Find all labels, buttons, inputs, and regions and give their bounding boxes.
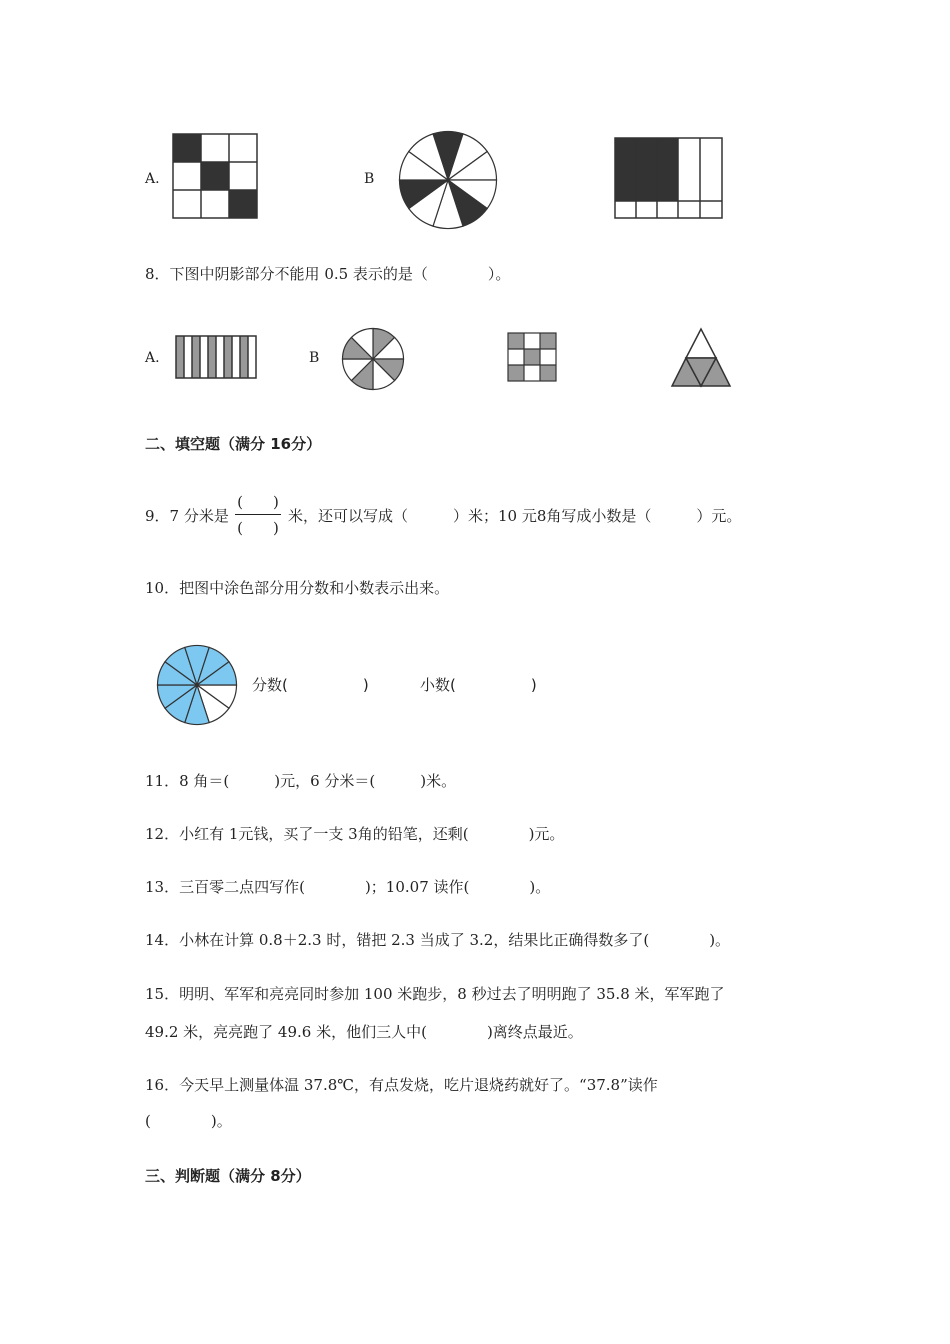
- q9-fraction-blank: [233, 491, 283, 537]
- q16-question-line-2: ( )。: [145, 1112, 232, 1130]
- q15-question-line-1: 15．明明、军军和亮亮同时参加 100 米跑步，8 秒过去了明明跑了 35.8 米，军军跑了: [145, 985, 725, 1003]
- q10-fraction-answer: 分数( ): [252, 676, 369, 694]
- q8-figure-a-stripes: [175, 335, 257, 379]
- q13-question-text: 13．三百零二点四写作( )；10.07 读作( )。: [145, 878, 551, 896]
- q9-fraction-denominator: ( ): [237, 519, 279, 537]
- q10-question-text: 10．把图中涂色部分用分数和小数表示出来。: [145, 579, 450, 597]
- q7-figure-b-circle: [398, 130, 498, 230]
- q9-fraction-numerator: ( ): [237, 493, 279, 511]
- q8-question-text: 8．下图中阴影部分不能用 0.5 表示的是（ ）。: [145, 265, 511, 283]
- q14-question-text: 14．小林在计算 0.8＋2.3 时，错把 2.3 当成了 3.2，结果比正确得数多了( )。: [145, 931, 731, 949]
- q12-question-text: 12．小红有 1元钱，买了一支 3角的铅笔，还剩( )元。: [145, 825, 565, 843]
- q7-figure-a-grid: [172, 133, 258, 219]
- q10-shaded-circle: [156, 644, 238, 726]
- q15-question-line-2: 49.2 米，亮亮跑了 49.6 米，他们三人中( )离终点最近。: [145, 1023, 583, 1041]
- q16-question-line-1: 16．今天早上测量体温 37.8℃，有点发烧，吃片退烧药就好了。“37.8”读作: [145, 1076, 658, 1094]
- q9-text-after: 米，还可以写成（ ）米；10 元8角写成小数是（ ）元。: [288, 507, 742, 525]
- q8-option-b-label: B: [309, 350, 320, 366]
- q8-figure-d-triangle: [671, 328, 731, 388]
- q11-question-text: 11．8 角＝( )元，6 分米＝( )米。: [145, 772, 457, 790]
- q8-figure-c-grid: [507, 332, 557, 382]
- q7-option-a-label: A.: [145, 171, 160, 187]
- q7-figure-c-bars: [614, 137, 724, 219]
- section-2-heading: 二、填空题（满分 16分）: [145, 435, 322, 453]
- q8-figure-b-circle: [341, 327, 405, 391]
- q9-text-before: 9．7 分米是: [145, 507, 229, 525]
- q8-option-a-label: A.: [145, 350, 160, 366]
- fraction-bar: [235, 514, 281, 515]
- section-3-heading: 三、判断题（满分 8分）: [145, 1167, 311, 1185]
- q10-decimal-answer: 小数( ): [420, 676, 537, 694]
- q7-option-b-label: B: [364, 171, 375, 187]
